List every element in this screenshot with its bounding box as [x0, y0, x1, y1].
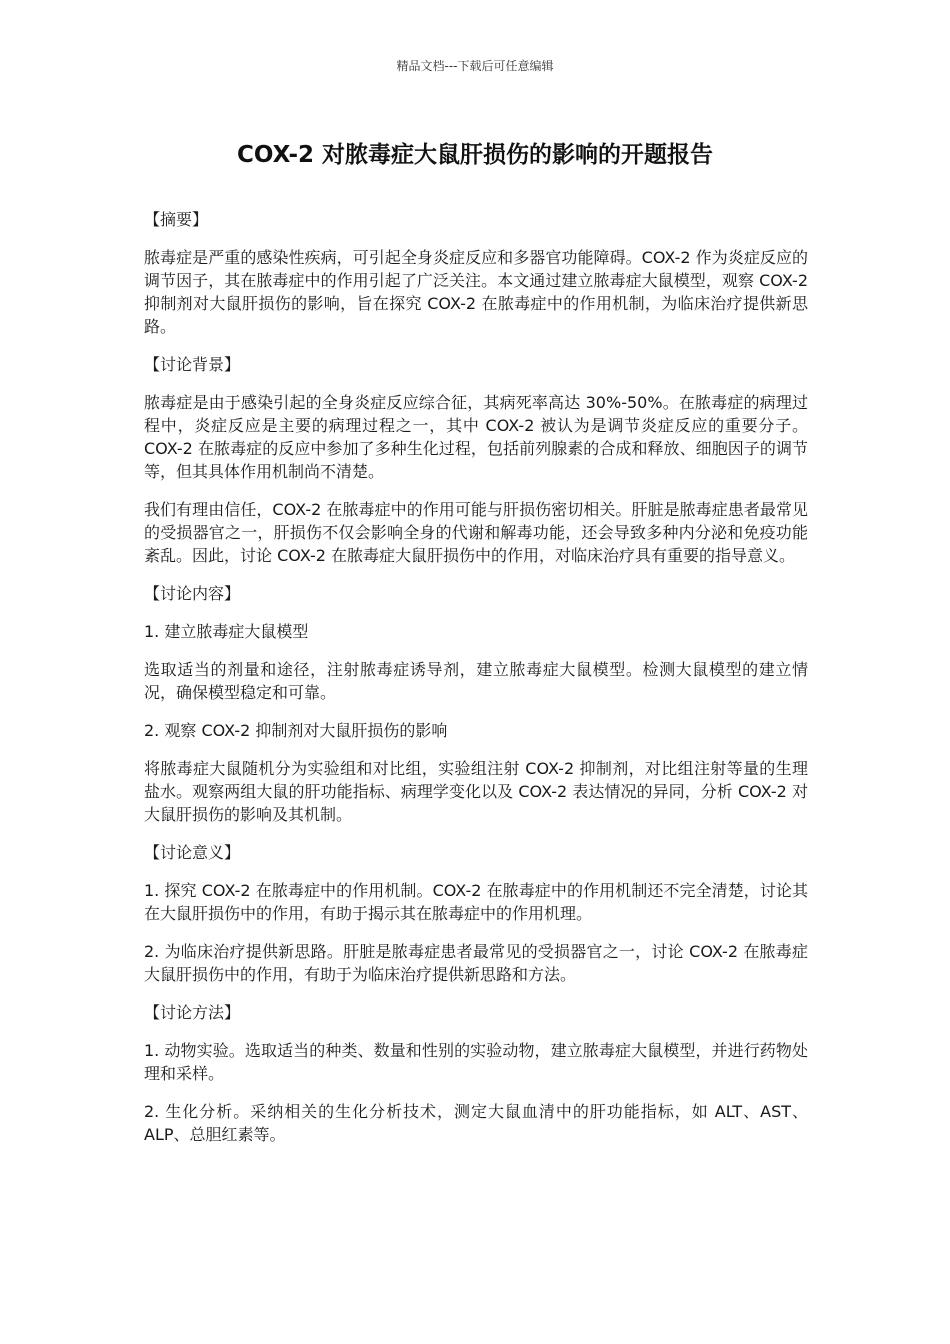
methods-paragraph-2: 2. 生化分析。采纳相关的生化分析技术，测定大鼠血清中的肝功能指标，如 ALT、AST、ALP、总胆红素等。 [144, 1102, 808, 1144]
document-title: COX-2 对脓毒症大鼠肝损伤的影响的开题报告 [236, 142, 714, 168]
significance-heading: 【讨论意义】 [144, 843, 241, 862]
background-paragraph-1: 脓毒症是由于感染引起的全身炎症反应综合征，其病死率高达 30%-50%。在脓毒症的病理过程中，炎症反应是主要的病理过程之一，其中 COX-2 被认为是调节炎症反应的重要分子。COX-2 在脓毒症的反应中参加了多种生化过程，包括前列腺素的合成和释放、细胞因子的调节等，但其具体作用机制尚不清楚。 [144, 393, 808, 481]
content-item-1-title: 1. 建立脓毒症大鼠模型 [144, 622, 309, 641]
methods-heading: 【讨论方法】 [144, 1003, 241, 1022]
content-item-1-paragraph: 选取适当的剂量和途径，注射脓毒症诱导剂，建立脓毒症大鼠模型。检测大鼠模型的建立情况，确保模型稳定和可靠。 [144, 660, 808, 702]
significance-paragraph-2: 2. 为临床治疗提供新思路。肝脏是脓毒症患者最常见的受损器官之一，讨论 COX-2 在脓毒症大鼠肝损伤中的作用，有助于为临床治疗提供新思路和方法。 [144, 942, 808, 984]
content-item-2-title: 2. 观察 COX-2 抑制剂对大鼠肝损伤的影响 [144, 721, 448, 740]
background-paragraph-2: 我们有理由信任，COX-2 在脓毒症中的作用可能与肝损伤密切相关。肝脏是脓毒症患者最常见的受损器官之一，肝损伤不仅会影响全身的代谢和解毒功能，还会导致多种内分泌和免疫功能紊乱。因此，讨论 COX-2 在脓毒症大鼠肝损伤中的作用，对临床治疗具有重要的指导意义。 [144, 500, 808, 565]
content-heading: 【讨论内容】 [144, 584, 241, 603]
background-heading: 【讨论背景】 [144, 355, 241, 374]
document-body [144, 208, 808, 1161]
abstract-paragraph: 脓毒症是严重的感染性疾病，可引起全身炎症反应和多器官功能障碍。COX-2 作为炎症反应的调节因子，其在脓毒症中的作用引起了广泛关注。本文通过建立脓毒症大鼠模型，观察 COX-2 抑制剂对大鼠肝损伤的影响，旨在探究 COX-2 在脓毒症中的作用机制，为临床治疗提供新思路。 [144, 248, 808, 336]
abstract-heading: 【摘要】 [144, 210, 209, 229]
significance-paragraph-1: 1. 探究 COX-2 在脓毒症中的作用机制。COX-2 在脓毒症中的作用机制还不完全清楚，讨论其在大鼠肝损伤中的作用，有助于揭示其在脓毒症中的作用机理。 [144, 881, 808, 923]
header-note: 精品文档---下载后可任意编辑 [396, 59, 554, 73]
content-item-2-paragraph: 将脓毒症大鼠随机分为实验组和对比组，实验组注射 COX-2 抑制剂，对比组注射等量的生理盐水。观察两组大鼠的肝功能指标、病理学变化以及 COX-2 表达情况的异同，分析 COX-2 对大鼠肝损伤的影响及其机制。 [144, 759, 808, 824]
methods-paragraph-1: 1. 动物实验。选取适当的种类、数量和性别的实验动物，建立脓毒症大鼠模型，并进行药物处理和采样。 [144, 1041, 808, 1083]
